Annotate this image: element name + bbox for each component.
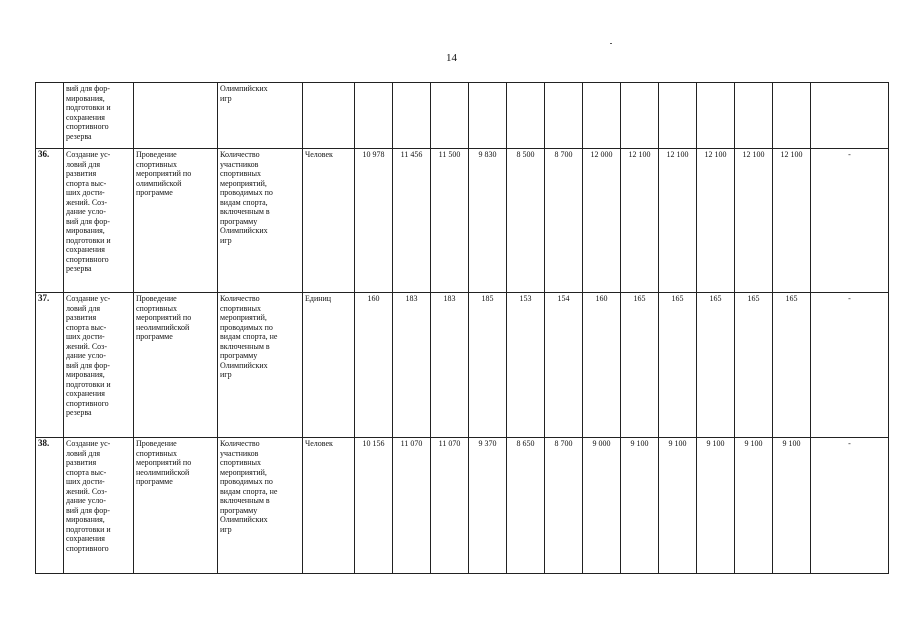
- cell-text-line: программе: [136, 332, 173, 341]
- value-cell: 8 650: [507, 438, 545, 574]
- value-cell: 165: [697, 293, 735, 438]
- cell-text-line: программе: [136, 477, 173, 486]
- value-cell: [355, 83, 393, 149]
- value-cell: 10 156: [355, 438, 393, 574]
- value-cell: 9 100: [697, 438, 735, 574]
- cell-text-line: включенным в: [220, 341, 270, 351]
- cell-text-line: спортивных: [220, 458, 261, 467]
- cell-text-line: дание усло-: [66, 207, 106, 216]
- value-cell: [583, 83, 621, 149]
- value-cell: [393, 83, 431, 149]
- cell-text-line: включенным в: [220, 207, 270, 216]
- cell-text-line: игр: [220, 235, 232, 245]
- cell-text-line: жений. Соз-: [66, 341, 107, 351]
- row-number-cell: [36, 83, 64, 149]
- table-body: [36, 83, 889, 574]
- cell-text-line: развития: [66, 458, 97, 467]
- indicator-cell: [218, 293, 303, 438]
- cell-text-line: спортивных: [220, 169, 261, 178]
- cell-text-line: сохранения: [66, 534, 105, 543]
- cell-text-line: мирования,: [66, 370, 105, 379]
- indicator-cell: [218, 438, 303, 574]
- row-number-cell: 36.: [36, 149, 64, 293]
- cell-text-line: резерва: [66, 131, 92, 141]
- cell-text-line: мероприятий,: [220, 313, 267, 322]
- value-cell: 8 500: [507, 149, 545, 293]
- cell-text-line: ших дости-: [66, 188, 105, 197]
- cell-text-line: Количество: [220, 439, 260, 448]
- cell-text-line: игр: [220, 524, 232, 534]
- note-cell: [811, 83, 889, 149]
- value-cell: 165: [659, 293, 697, 438]
- value-cell: 11 456: [393, 149, 431, 293]
- indicator-cell: [218, 83, 303, 149]
- cell-text-line: мероприятий по: [136, 169, 192, 178]
- cell-text-line: вий для фор-: [66, 505, 110, 515]
- value-cell: 9 830: [469, 149, 507, 293]
- targets-table: [35, 82, 889, 574]
- cell-text-line: спортивного: [66, 122, 109, 131]
- page-number: 14: [446, 52, 457, 64]
- cell-text-line: дание усло-: [66, 496, 106, 505]
- value-cell: [621, 83, 659, 149]
- cell-text-line: Создание ус-: [66, 150, 111, 159]
- cell-text-line: программу: [220, 505, 258, 515]
- cell-text-line: ловий для: [66, 159, 101, 169]
- cell-text-line: сохранения: [66, 245, 105, 254]
- cell-text-line: жений. Соз-: [66, 197, 107, 207]
- row-number-cell: 38.: [36, 438, 64, 574]
- cell-text-line: вий для фор-: [66, 360, 110, 370]
- unit-cell: Человек: [303, 149, 355, 293]
- cell-text-line: Олимпийских: [220, 226, 268, 235]
- value-cell: [507, 83, 545, 149]
- event-cell: [134, 293, 218, 438]
- cell-text-line: Олимпийских: [220, 360, 268, 370]
- cell-text-line: мирования,: [66, 226, 105, 235]
- cell-text-line: видам спорта, не: [220, 332, 278, 341]
- cell-text-line: спорта выс-: [66, 322, 107, 332]
- value-cell: 12 100: [621, 149, 659, 293]
- value-cell: [431, 83, 469, 149]
- cell-text-line: подготовки и: [66, 103, 111, 112]
- cell-text-line: сохранения: [66, 112, 105, 122]
- table-row: [36, 293, 889, 438]
- value-cell: 165: [735, 293, 773, 438]
- cell-text-line: мирования,: [66, 515, 105, 524]
- cell-text-line: дание усло-: [66, 351, 106, 360]
- cell-text-line: спортивного: [66, 543, 109, 553]
- cell-text-line: неолимпийской: [136, 322, 190, 332]
- value-cell: 12 100: [773, 149, 811, 293]
- value-cell: 10 978: [355, 149, 393, 293]
- cell-text-line: мероприятий,: [220, 178, 267, 188]
- value-cell: [697, 83, 735, 149]
- value-cell: 165: [621, 293, 659, 438]
- note-cell: -: [811, 149, 889, 293]
- value-cell: 8 700: [545, 149, 583, 293]
- cell-text-line: подготовки и: [66, 235, 111, 245]
- value-cell: [545, 83, 583, 149]
- activity-cell: [64, 149, 134, 293]
- value-cell: 183: [431, 293, 469, 438]
- cell-text-line: мероприятий по: [136, 313, 192, 322]
- value-cell: 160: [583, 293, 621, 438]
- cell-text-line: программу: [220, 216, 258, 226]
- cell-text-line: спортивных: [136, 448, 177, 458]
- cell-text-line: жений. Соз-: [66, 486, 107, 496]
- value-cell: 165: [773, 293, 811, 438]
- cell-text-line: участников: [220, 448, 259, 458]
- cell-text-line: видам спорта, не: [220, 486, 278, 496]
- scan-speck: [610, 43, 612, 44]
- cell-text-line: сохранения: [66, 389, 105, 398]
- table-row-continuation: [36, 83, 889, 149]
- cell-text-line: ловий для: [66, 303, 101, 313]
- cell-text-line: Создание ус-: [66, 294, 111, 303]
- cell-text-line: видам спорта,: [220, 197, 268, 207]
- cell-text-line: подготовки и: [66, 524, 111, 534]
- cell-text-line: вий для фор-: [66, 216, 110, 226]
- cell-text-line: Проведение: [136, 439, 177, 448]
- value-cell: 185: [469, 293, 507, 438]
- cell-text-line: ших дости-: [66, 332, 105, 341]
- value-cell: 9 100: [621, 438, 659, 574]
- cell-text-line: Количество: [220, 294, 260, 303]
- unit-cell: [303, 83, 355, 149]
- value-cell: 8 700: [545, 438, 583, 574]
- cell-text-line: спорта выс-: [66, 178, 107, 188]
- cell-text-line: мероприятий,: [220, 467, 267, 477]
- activity-cell: [64, 293, 134, 438]
- cell-text-line: спортивного: [66, 398, 109, 408]
- value-cell: 183: [393, 293, 431, 438]
- value-cell: 9 100: [773, 438, 811, 574]
- value-cell: [469, 83, 507, 149]
- cell-text-line: подготовки и: [66, 379, 111, 389]
- cell-text-line: резерва: [66, 264, 92, 273]
- row-number-cell: 37.: [36, 293, 64, 438]
- value-cell: 12 100: [659, 149, 697, 293]
- cell-text-line: развития: [66, 313, 97, 322]
- cell-text-line: Проведение: [136, 150, 177, 159]
- cell-text-line: Олимпийских: [220, 515, 268, 524]
- activity-cell: [64, 438, 134, 574]
- value-cell: 9 000: [583, 438, 621, 574]
- value-cell: [735, 83, 773, 149]
- value-cell: 11 500: [431, 149, 469, 293]
- table-row: [36, 149, 889, 293]
- cell-text-line: мирования,: [66, 93, 105, 103]
- cell-text-line: спортивных: [136, 159, 177, 169]
- cell-text-line: ловий для: [66, 448, 101, 458]
- cell-text-line: программу: [220, 351, 258, 360]
- cell-text-line: проводимых по: [220, 188, 273, 197]
- cell-text-line: Проведение: [136, 294, 177, 303]
- value-cell: 9 370: [469, 438, 507, 574]
- cell-text-line: включенным в: [220, 496, 270, 505]
- cell-text-line: проводимых по: [220, 322, 273, 332]
- cell-text-line: участников: [220, 159, 259, 169]
- cell-text-line: ших дости-: [66, 477, 105, 486]
- event-cell: [134, 438, 218, 574]
- cell-text-line: Олимпийских: [220, 84, 268, 93]
- value-cell: [773, 83, 811, 149]
- cell-text-line: игр: [220, 93, 232, 103]
- note-cell: -: [811, 438, 889, 574]
- value-cell: 9 100: [659, 438, 697, 574]
- cell-text-line: развития: [66, 169, 97, 178]
- cell-text-line: программе: [136, 188, 173, 197]
- value-cell: 153: [507, 293, 545, 438]
- value-cell: [659, 83, 697, 149]
- note-cell: -: [811, 293, 889, 438]
- value-cell: 12 100: [735, 149, 773, 293]
- cell-text-line: резерва: [66, 408, 92, 417]
- value-cell: 12 100: [697, 149, 735, 293]
- cell-text-line: проводимых по: [220, 477, 273, 486]
- unit-cell: Единиц: [303, 293, 355, 438]
- cell-text-line: олимпийской: [136, 178, 182, 188]
- cell-text-line: Создание ус-: [66, 439, 111, 448]
- indicator-cell: [218, 149, 303, 293]
- table-row: [36, 438, 889, 574]
- cell-text-line: спортивного: [66, 254, 109, 264]
- event-cell: [134, 83, 218, 149]
- cell-text-line: спортивных: [220, 303, 261, 313]
- event-cell: [134, 149, 218, 293]
- cell-text-line: спортивных: [136, 303, 177, 313]
- cell-text-line: мероприятий по: [136, 458, 192, 467]
- activity-cell: [64, 83, 134, 149]
- cell-text-line: вий для фор-: [66, 84, 110, 93]
- value-cell: 12 000: [583, 149, 621, 293]
- cell-text-line: неолимпийской: [136, 467, 190, 477]
- value-cell: 11 070: [431, 438, 469, 574]
- cell-text-line: игр: [220, 370, 232, 379]
- cell-text-line: спорта выс-: [66, 467, 107, 477]
- unit-cell: Человек: [303, 438, 355, 574]
- value-cell: 154: [545, 293, 583, 438]
- value-cell: 11 070: [393, 438, 431, 574]
- cell-text-line: Количество: [220, 150, 260, 159]
- value-cell: 160: [355, 293, 393, 438]
- value-cell: 9 100: [735, 438, 773, 574]
